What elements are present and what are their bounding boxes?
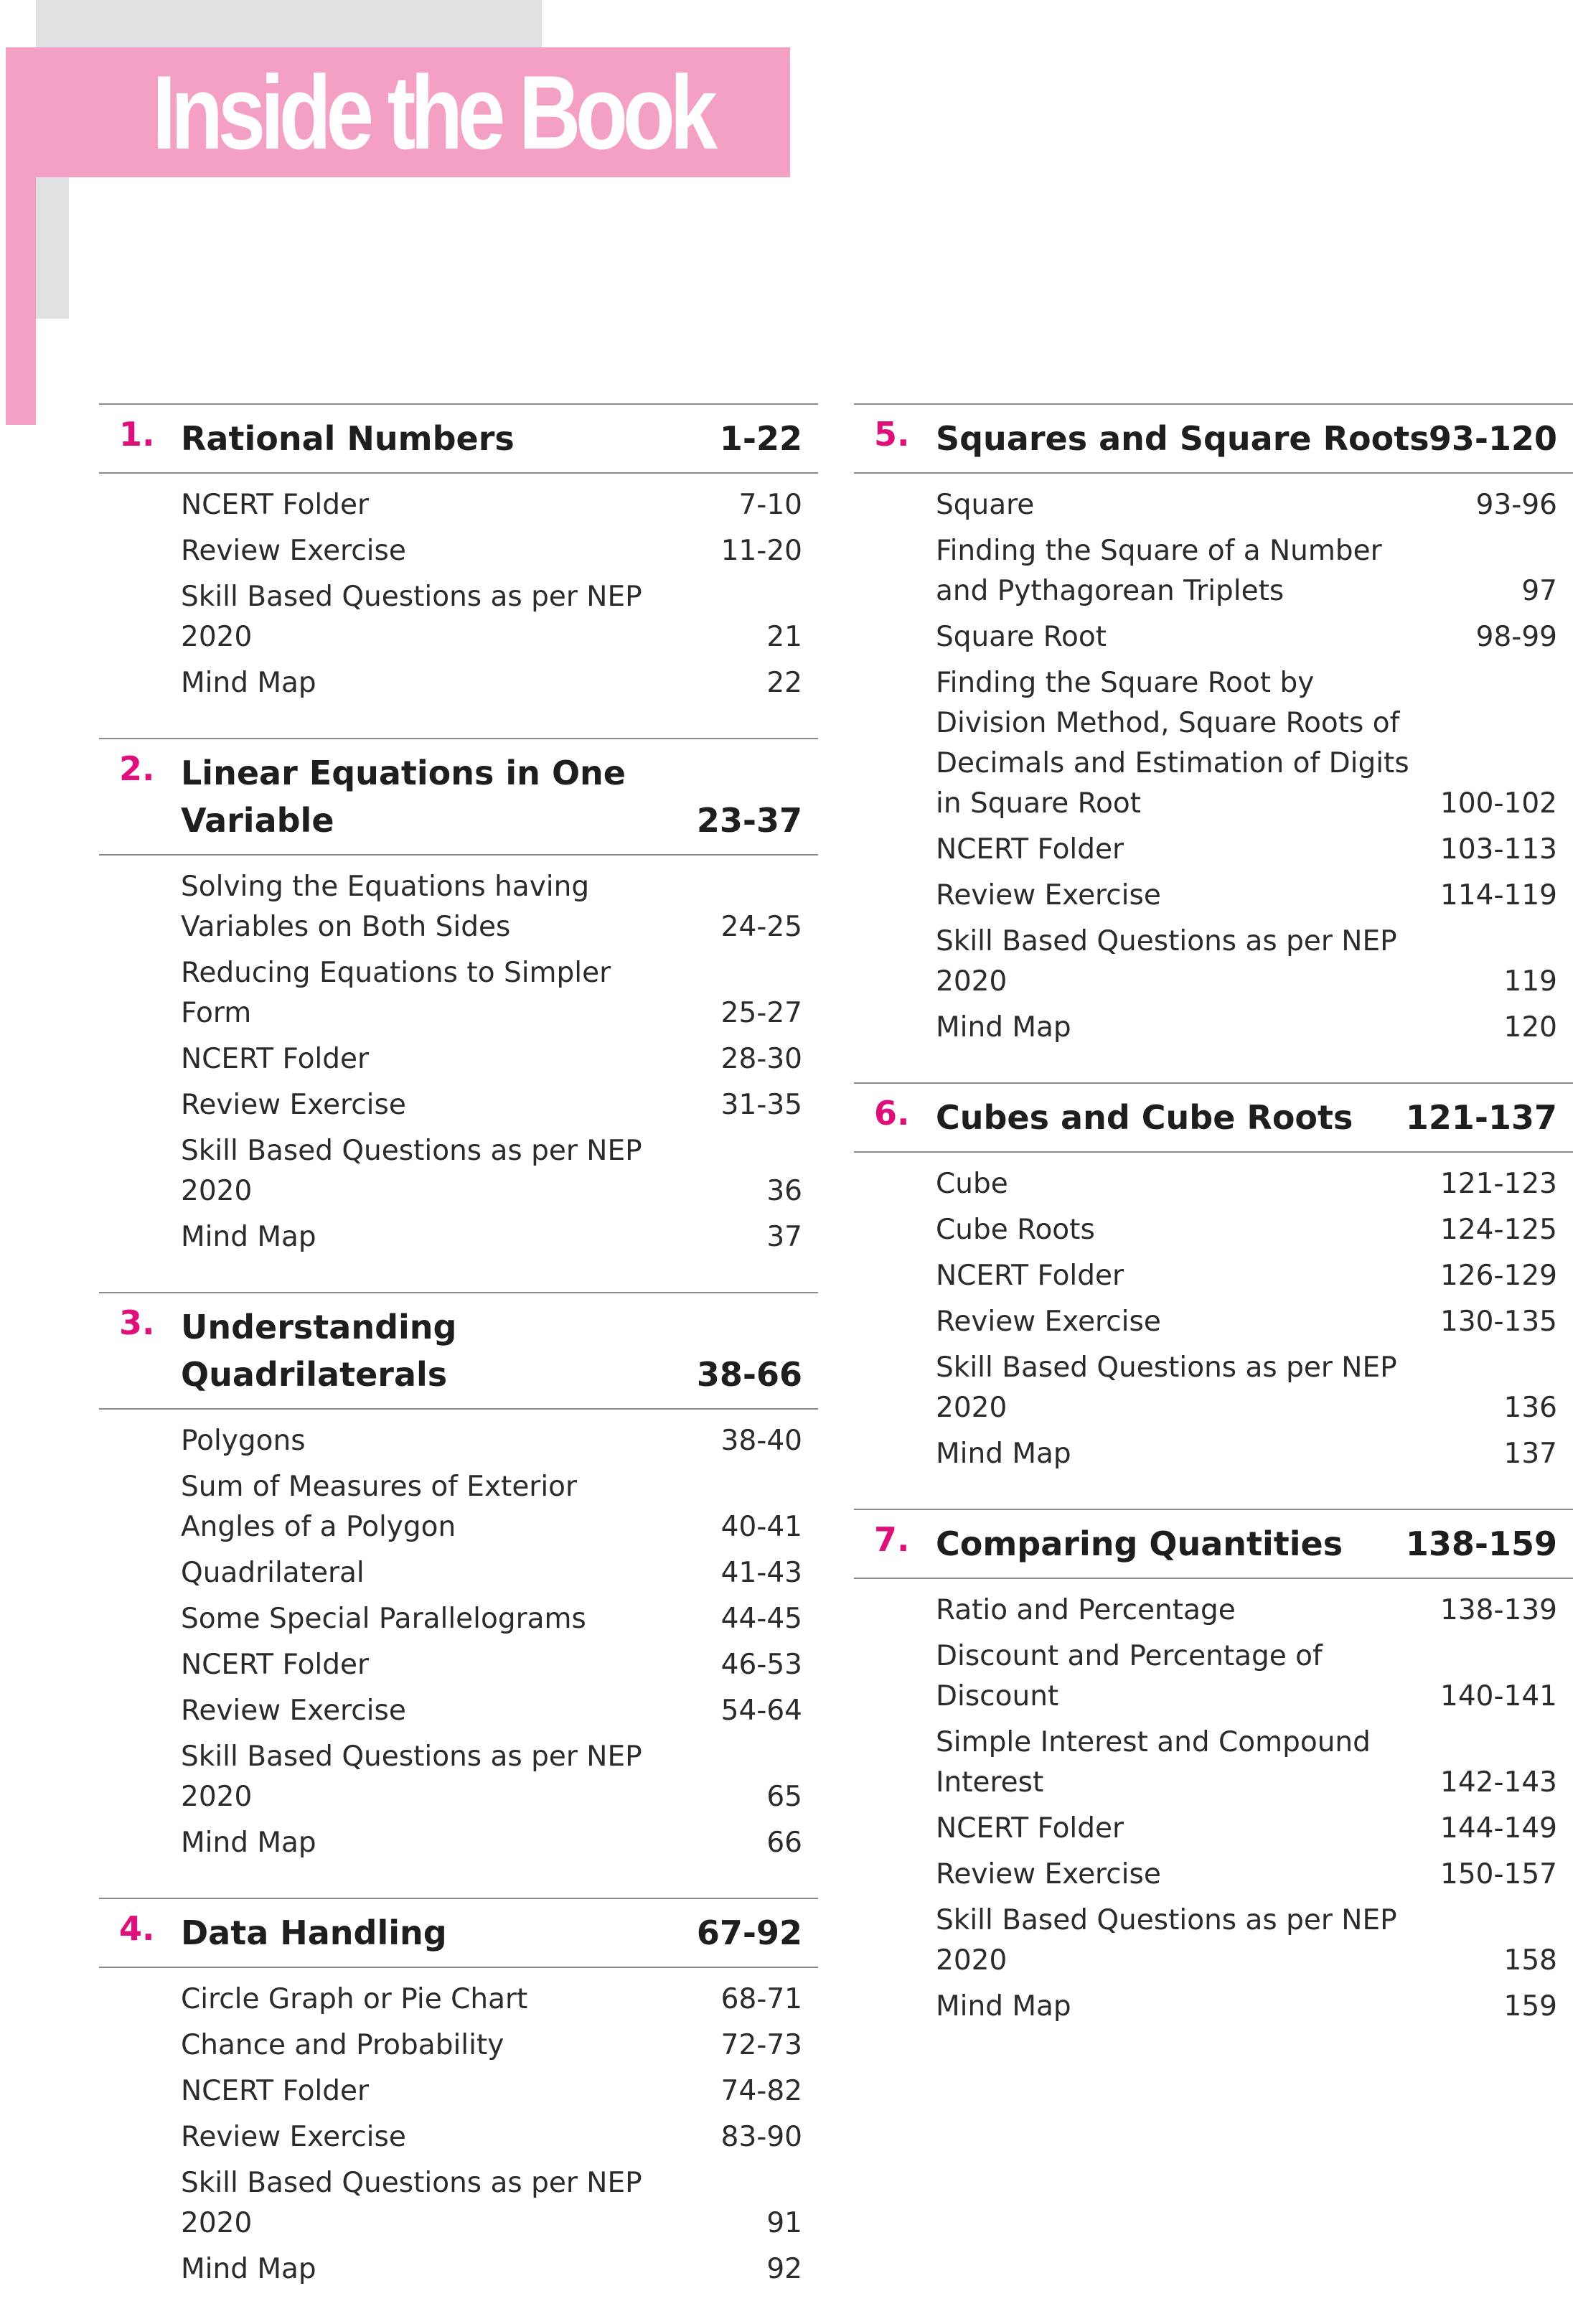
topic-pages: 100-102 [1440,787,1557,820]
chapter-title: Rational Numbers [181,419,515,458]
chapter-number: 4. [119,1909,155,1948]
topic-label: Review Exercise [181,1089,406,1121]
topic-pages: 74-82 [720,2075,802,2107]
topic-entry[interactable] [936,617,1557,657]
chapter-heading[interactable] [99,738,818,856]
topic-pages: 140-141 [1440,1680,1557,1712]
topic-pages: 11-20 [720,535,802,567]
topic-label: Simple Interest and Compound Interest [936,1726,1371,1799]
topic-entry[interactable] [936,1164,1557,1204]
topic-label: Sum of Measures of Exterior Angles of a Polygon [181,1471,578,1543]
chapter-number: 1. [119,415,155,454]
topic-label: Review Exercise [936,879,1161,912]
topic-label: Cube Roots [936,1214,1095,1246]
topic-entry[interactable] [936,1855,1557,1895]
chapter-pages: 138-159 [1405,1524,1557,1563]
chapter-pages: 38-66 [696,1355,802,1394]
topic-entry[interactable] [181,1217,802,1257]
topic-entry[interactable] [181,2025,802,2066]
topic-label: NCERT Folder [181,489,370,521]
topic-entry[interactable] [181,663,802,703]
topic-entry[interactable] [181,1421,802,1461]
topic-pages: 38-40 [720,1425,802,1457]
chapter-2[interactable] [99,738,818,1257]
topic-entry[interactable] [181,1979,802,2020]
topic-list [854,1579,1573,2027]
topic-pages: 46-53 [720,1649,802,1681]
topic-pages: 121-123 [1440,1168,1557,1200]
topic-label: NCERT Folder [936,1260,1124,1292]
topic-label: Solving the Equations having Variables on Both Sides [181,871,590,943]
topic-label: NCERT Folder [936,833,1124,866]
topic-pages: 150-157 [1440,1858,1557,1890]
topic-entry[interactable] [181,1467,802,1547]
topic-entry[interactable] [936,1636,1557,1717]
topic-pages: 114-119 [1440,879,1557,912]
chapter-pages: 67-92 [696,1913,802,1952]
chapter-heading[interactable] [99,1898,818,1968]
topic-label: NCERT Folder [181,1649,370,1681]
chapter-number: 6. [874,1094,910,1133]
topic-label: Mind Map [181,1827,316,1859]
chapter-7[interactable] [854,1509,1573,2027]
topic-label: Circle Graph or Pie Chart [181,1983,528,2015]
topic-pages: 158 [1503,1944,1557,1977]
topic-label: Mind Map [936,1011,1071,1044]
topic-label: NCERT Folder [936,1812,1124,1845]
contents-column-left [99,403,818,2324]
topic-pages: 22 [766,667,802,699]
topic-pages: 159 [1503,1990,1557,2023]
topic-label: Ratio and Percentage [936,1594,1236,1626]
topic-pages: 36 [766,1175,802,1207]
chapter-number: 5. [874,415,910,454]
topic-pages: 7-10 [738,489,802,521]
topic-entry[interactable] [181,867,802,947]
topic-label: Some Special Parallelograms [181,1603,586,1635]
topic-pages: 142-143 [1440,1766,1557,1799]
topic-label: Skill Based Questions as per NEP 2020 [936,1904,1397,1977]
topic-pages: 92 [766,2253,802,2285]
topic-list [854,1153,1573,1474]
topic-label: NCERT Folder [181,1043,370,1075]
topic-pages: 44-45 [720,1603,802,1635]
topic-entry[interactable] [181,1823,802,1863]
topic-list [854,474,1573,1048]
topic-pages: 83-90 [720,2121,802,2153]
chapter-heading[interactable] [99,1292,818,1410]
topic-pages: 120 [1503,1011,1557,1044]
topic-label: Finding the Square Root by Division Method, Square Roots of Decimals and Estimation of Digits in Square Root [936,667,1409,820]
topic-label: Square [936,489,1035,521]
topic-entry[interactable] [181,1085,802,1125]
topic-entry[interactable] [181,1645,802,1685]
topic-pages: 24-25 [720,911,802,943]
topic-label: Square Root [936,621,1107,653]
topic-pages: 137 [1503,1438,1557,1470]
topic-list [99,474,818,703]
topic-pages: 138-139 [1440,1594,1557,1626]
chapter-5[interactable] [854,403,1573,1048]
chapter-title: Cubes and Cube Roots [936,1098,1353,1137]
topic-label: Skill Based Questions as per NEP 2020 [936,925,1397,998]
topic-entry[interactable] [936,876,1557,916]
topic-entry[interactable] [936,485,1557,525]
topic-entry[interactable] [936,830,1557,870]
topic-pages: 136 [1503,1392,1557,1424]
topic-label: Mind Map [181,667,316,699]
chapter-pages: 23-37 [696,801,802,840]
topic-list [99,1410,818,1863]
topic-pages: 54-64 [720,1695,802,1727]
topic-list [99,1968,818,2290]
topic-entry[interactable] [181,1691,802,1731]
topic-entry[interactable] [936,1434,1557,1474]
chapter-heading[interactable] [854,1509,1573,1579]
topic-label: Discount and Percentage of Discount [936,1640,1323,1712]
topic-pages: 103-113 [1440,833,1557,866]
topic-pages: 130-135 [1440,1306,1557,1338]
topic-label: Review Exercise [936,1306,1161,1338]
chapter-heading[interactable] [854,1082,1573,1153]
topic-entry[interactable] [181,2071,802,2112]
topic-entry[interactable] [936,1302,1557,1342]
topic-label: NCERT Folder [181,2075,370,2107]
chapter-heading[interactable] [99,403,818,474]
chapter-heading[interactable] [854,403,1573,474]
topic-entry[interactable] [181,2117,802,2157]
topic-entry[interactable] [181,1737,802,1817]
topic-entry[interactable] [181,1553,802,1593]
topic-entry[interactable] [936,922,1557,1002]
topic-label: Mind Map [936,1990,1071,2023]
topic-pages: 21 [766,621,802,653]
chapter-number: 7. [874,1520,910,1559]
topic-entry[interactable] [936,1008,1557,1048]
chapter-pages: 121-137 [1405,1098,1557,1137]
topic-pages: 40-41 [720,1511,802,1543]
topic-pages: 31-35 [720,1089,802,1121]
topic-entry[interactable] [936,1987,1557,2027]
topic-entry[interactable] [181,953,802,1034]
topic-pages: 37 [766,1221,802,1253]
topic-entry[interactable] [936,663,1557,824]
topic-entry[interactable] [181,577,802,657]
chapter-4[interactable] [99,1898,818,2290]
topic-pages: 68-71 [720,1983,802,2015]
topic-entry[interactable] [936,1723,1557,1803]
topic-entry[interactable] [936,531,1557,612]
topic-entry[interactable] [181,1599,802,1639]
topic-label: Skill Based Questions as per NEP 2020 [181,1740,642,1813]
topic-label: Skill Based Questions as per NEP 2020 [936,1351,1397,1424]
chapter-1[interactable] [99,403,818,703]
topic-label: Mind Map [936,1438,1071,1470]
chapter-pages: 1-22 [719,419,802,458]
topic-pages: 91 [766,2207,802,2239]
topic-label: Review Exercise [936,1858,1161,1890]
topic-label: Skill Based Questions as per NEP 2020 [181,581,642,653]
topic-label: Review Exercise [181,1695,406,1727]
chapter-number: 2. [119,749,155,788]
topic-entry[interactable] [936,1590,1557,1631]
chapter-6[interactable] [854,1082,1573,1474]
topic-pages: 72-73 [720,2029,802,2061]
chapter-number: 3. [119,1303,155,1342]
topic-label: Skill Based Questions as per NEP 2020 [181,2167,642,2239]
topic-label: Review Exercise [181,535,406,567]
topic-label: Cube [936,1168,1008,1200]
topic-entry[interactable] [936,1809,1557,1849]
topic-entry[interactable] [936,1210,1557,1250]
topic-entry[interactable] [181,1039,802,1079]
chapter-3[interactable] [99,1292,818,1863]
chapter-title: Comparing Quantities [936,1524,1343,1563]
topic-pages: 41-43 [720,1557,802,1589]
topic-pages: 25-27 [720,997,802,1029]
topic-pages: 144-149 [1440,1812,1557,1845]
topic-pages: 98-99 [1475,621,1557,653]
topic-pages: 97 [1521,575,1557,607]
topic-entry[interactable] [936,1256,1557,1296]
topic-label: Mind Map [181,1221,316,1253]
topic-pages: 126-129 [1440,1260,1557,1292]
page-title: Inside the Book [152,54,713,171]
topic-entry[interactable] [181,485,802,525]
topic-pages: 93-96 [1475,489,1557,521]
topic-entry[interactable] [181,1131,802,1212]
topic-entry[interactable] [181,2163,802,2244]
topic-entry[interactable] [181,2249,802,2290]
topic-pages: 66 [766,1827,802,1859]
topic-pages: 28-30 [720,1043,802,1075]
topic-label: Mind Map [181,2253,316,2285]
chapter-title: Data Handling [181,1913,447,1952]
topic-label: Polygons [181,1425,306,1457]
topic-label: Chance and Probability [181,2029,504,2061]
topic-label: Skill Based Questions as per NEP 2020 [181,1135,642,1207]
topic-entry[interactable] [181,531,802,571]
topic-entry[interactable] [936,1348,1557,1428]
chapter-title: Understanding Quadrilaterals [181,1308,457,1394]
header-decoration-grey-top [36,0,542,47]
topic-label: Quadrilateral [181,1557,365,1589]
topic-pages: 65 [766,1781,802,1813]
topic-label: Reducing Equations to Simpler Form [181,957,611,1029]
chapter-title: Squares and Square Roots [936,419,1429,458]
topic-pages: 119 [1503,965,1557,998]
topic-label: Review Exercise [181,2121,406,2153]
contents-column-right [854,403,1573,2061]
topic-entry[interactable] [936,1901,1557,1981]
topic-pages: 124-125 [1440,1214,1557,1246]
chapter-title: Linear Equations in One Variable [181,754,626,840]
topic-label: Finding the Square of a Number and Pythagorean Triplets [936,535,1382,607]
topic-list [99,856,818,1257]
chapter-pages: 93-120 [1428,419,1557,458]
